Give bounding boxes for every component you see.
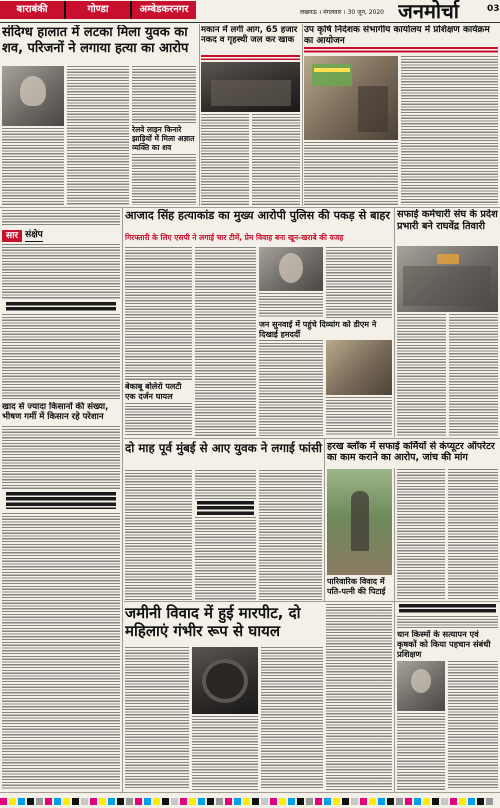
registration-swatch	[198, 798, 205, 805]
banner-district: बाराबंकी	[16, 4, 48, 15]
subheadline-agri-training	[304, 47, 498, 53]
headline-azad-singh: आजाद सिंह हत्याकांड का मुख्य आरोपी पुलिस की पकड़ से बाहर	[125, 209, 390, 222]
registration-swatch	[108, 798, 115, 805]
body-text	[397, 314, 446, 436]
column-rule	[122, 208, 123, 792]
subheadline-house-fire	[201, 55, 300, 60]
headline-jan-sunwai: जन सुनवाई में पहुंचे दिव्यांग को डीएम ने दिखाई हमदर्दी	[259, 320, 377, 338]
headline-house-fire: मकान में लगी आग, 65 हजार नकद व गृहस्थी जल कर खाक	[201, 25, 298, 46]
body-text	[252, 114, 300, 205]
column-rule	[324, 439, 325, 601]
body-text	[401, 56, 498, 205]
headline-farmer-training: धान किस्मों के सत्यापन एवं कृषकों को किया पहचान संबंधी प्रशिक्षण	[397, 630, 491, 659]
registration-swatch	[135, 798, 142, 805]
headline-brief	[6, 302, 116, 311]
registration-swatch	[387, 798, 394, 805]
registration-swatch	[18, 798, 25, 805]
section-rule	[0, 207, 500, 208]
body-text	[448, 469, 498, 600]
headline-agri-training: उप कृषि निदेशक संभागीय कार्यालय में प्रशिक्षण कार्यक्रम का आयोजन	[304, 25, 490, 46]
body-text	[397, 616, 498, 628]
registration-swatch	[171, 798, 178, 805]
column-rule	[302, 24, 303, 206]
headline-brief	[197, 501, 254, 515]
registration-swatch	[90, 798, 97, 805]
headline-railway-body: रेलवे लाइन किनारे झाड़ियों में मिला अज्ञात व्यक्ति का शव	[132, 125, 195, 152]
registration-swatch	[279, 798, 286, 805]
column-rule	[394, 602, 395, 792]
registration-swatch	[324, 798, 331, 805]
registration-swatch	[234, 798, 241, 805]
body-text	[132, 154, 196, 205]
registration-swatch	[360, 798, 367, 805]
registration-swatch	[306, 798, 313, 805]
headline-brief	[6, 492, 116, 509]
body-text	[2, 426, 120, 490]
body-text	[397, 713, 445, 790]
registration-swatch	[441, 798, 448, 805]
headline-bolero: बेकाबू बोलेरो पलटी एक दर्जन घायल	[125, 382, 182, 401]
registration-swatch	[414, 798, 421, 805]
registration-swatch	[270, 798, 277, 805]
registration-swatch	[243, 798, 250, 805]
registration-strip	[0, 797, 500, 806]
body-text	[132, 66, 196, 123]
registration-swatch	[36, 798, 43, 805]
registration-swatch	[432, 798, 439, 805]
registration-swatch	[477, 798, 484, 805]
registration-swatch	[369, 798, 376, 805]
body-text	[195, 247, 256, 436]
headline-safai-union: सफाई कर्मचारी संघ के प्रदेश प्रभारी बने राघवेंद्र तिवारी	[397, 209, 498, 232]
registration-swatch	[117, 798, 124, 805]
registration-swatch	[63, 798, 70, 805]
news-photo	[397, 246, 498, 312]
body-text	[259, 340, 323, 436]
body-text	[2, 513, 120, 790]
subheadline-azad-singh: गिरफ्तारी के लिए एसपी ने लगाई चार टीमें, प्रेम विवाह बना खून-खराबे की वजह	[125, 233, 344, 242]
registration-swatch	[144, 798, 151, 805]
banner-district: अम्बेडकरनगर	[130, 1, 196, 19]
column-rule	[394, 468, 395, 601]
registration-swatch	[153, 798, 160, 805]
body-text	[2, 210, 120, 227]
column-rule	[394, 208, 395, 437]
registration-swatch	[405, 798, 412, 805]
headline-mumbai-youth: दो माह पूर्व मुंबई से आए युवक ने लगाई फांसी	[125, 441, 322, 455]
headline-family-dispute: पारिवारिक विवाद में पति-पत्नी की पिटाई	[327, 577, 386, 596]
body-text	[326, 247, 392, 318]
registration-swatch	[99, 798, 106, 805]
registration-swatch	[72, 798, 79, 805]
masthead-logo: जनमोर्चा	[398, 0, 459, 23]
registration-swatch	[45, 798, 52, 805]
registration-swatch	[180, 798, 187, 805]
body-text	[201, 114, 249, 205]
registration-swatch	[261, 798, 268, 805]
registration-swatch	[0, 798, 7, 805]
masthead-rule	[0, 22, 500, 23]
news-photo	[259, 247, 323, 291]
body-text	[259, 293, 323, 318]
registration-swatch	[342, 798, 349, 805]
body-text	[195, 470, 256, 499]
registration-swatch	[288, 798, 295, 805]
body-text	[326, 604, 392, 790]
news-photo	[201, 62, 300, 112]
headline-harakh-block: हरख ब्लॉक में सफाई कर्मियों से कंप्यूटर ऑपरेटर का काम कराने का आरोप, जांच की मांग	[327, 441, 495, 464]
body-text	[67, 66, 129, 205]
body-text	[192, 716, 258, 790]
headline-brief	[399, 604, 496, 613]
headline-youth-body: संदिग्ध हालात में लटका मिला युवक का शव, परिजनों ने लगाया हत्या का आरोप	[2, 25, 189, 56]
body-text	[449, 314, 498, 436]
body-text	[125, 470, 192, 600]
section-rule	[124, 438, 500, 439]
registration-swatch	[126, 798, 133, 805]
registration-swatch	[207, 798, 214, 805]
registration-swatch	[450, 798, 457, 805]
registration-swatch	[459, 798, 466, 805]
body-text	[2, 244, 120, 299]
body-text	[304, 142, 398, 205]
body-text	[2, 314, 120, 400]
body-text	[125, 247, 192, 380]
registration-swatch	[189, 798, 196, 805]
body-text	[397, 469, 445, 600]
registration-swatch	[81, 798, 88, 805]
registration-swatch	[54, 798, 61, 805]
headline-fertilizer: खाद से ज्यादा किसानों की संख्या, भीषण गर्मी में किसान रहे परेशान	[2, 402, 109, 423]
registration-swatch	[486, 798, 493, 805]
section-rule	[124, 601, 500, 602]
district-banner	[0, 1, 196, 19]
headline-land-dispute: जमीनी विवाद में हुई मारपीट, दो महिलाएं गंभीर रूप से घायल	[125, 604, 301, 641]
news-photo	[397, 661, 445, 711]
registration-swatch	[378, 798, 385, 805]
news-photo	[2, 66, 64, 126]
page-bottom-rule	[0, 792, 500, 793]
body-text	[125, 403, 192, 436]
registration-swatch	[27, 798, 34, 805]
section-label	[2, 229, 120, 242]
dateline: लखनऊ । मंगलवार । 30 जून, 2020	[300, 9, 384, 16]
news-photo	[192, 647, 258, 714]
section-label-right: संक्षेप	[25, 229, 43, 242]
banner-district: गोण्डा	[64, 1, 130, 19]
body-text	[2, 128, 64, 205]
body-text	[261, 647, 323, 790]
news-photo	[326, 340, 392, 395]
body-text	[125, 647, 189, 790]
registration-swatch	[315, 798, 322, 805]
registration-swatch	[9, 798, 16, 805]
registration-swatch	[216, 798, 223, 805]
registration-swatch	[423, 798, 430, 805]
body-text	[326, 397, 392, 436]
body-text	[195, 517, 256, 600]
registration-swatch	[225, 798, 232, 805]
body-text	[448, 661, 498, 790]
news-photo	[304, 56, 398, 140]
registration-swatch	[333, 798, 340, 805]
registration-swatch	[396, 798, 403, 805]
registration-swatch	[351, 798, 358, 805]
registration-swatch	[252, 798, 259, 805]
page-number: 03	[487, 4, 500, 14]
registration-swatch	[468, 798, 475, 805]
news-photo	[327, 469, 392, 575]
section-label-left: सार	[2, 230, 22, 242]
registration-swatch	[297, 798, 304, 805]
registration-swatch	[162, 798, 169, 805]
body-text	[259, 470, 322, 600]
column-rule	[199, 24, 200, 206]
